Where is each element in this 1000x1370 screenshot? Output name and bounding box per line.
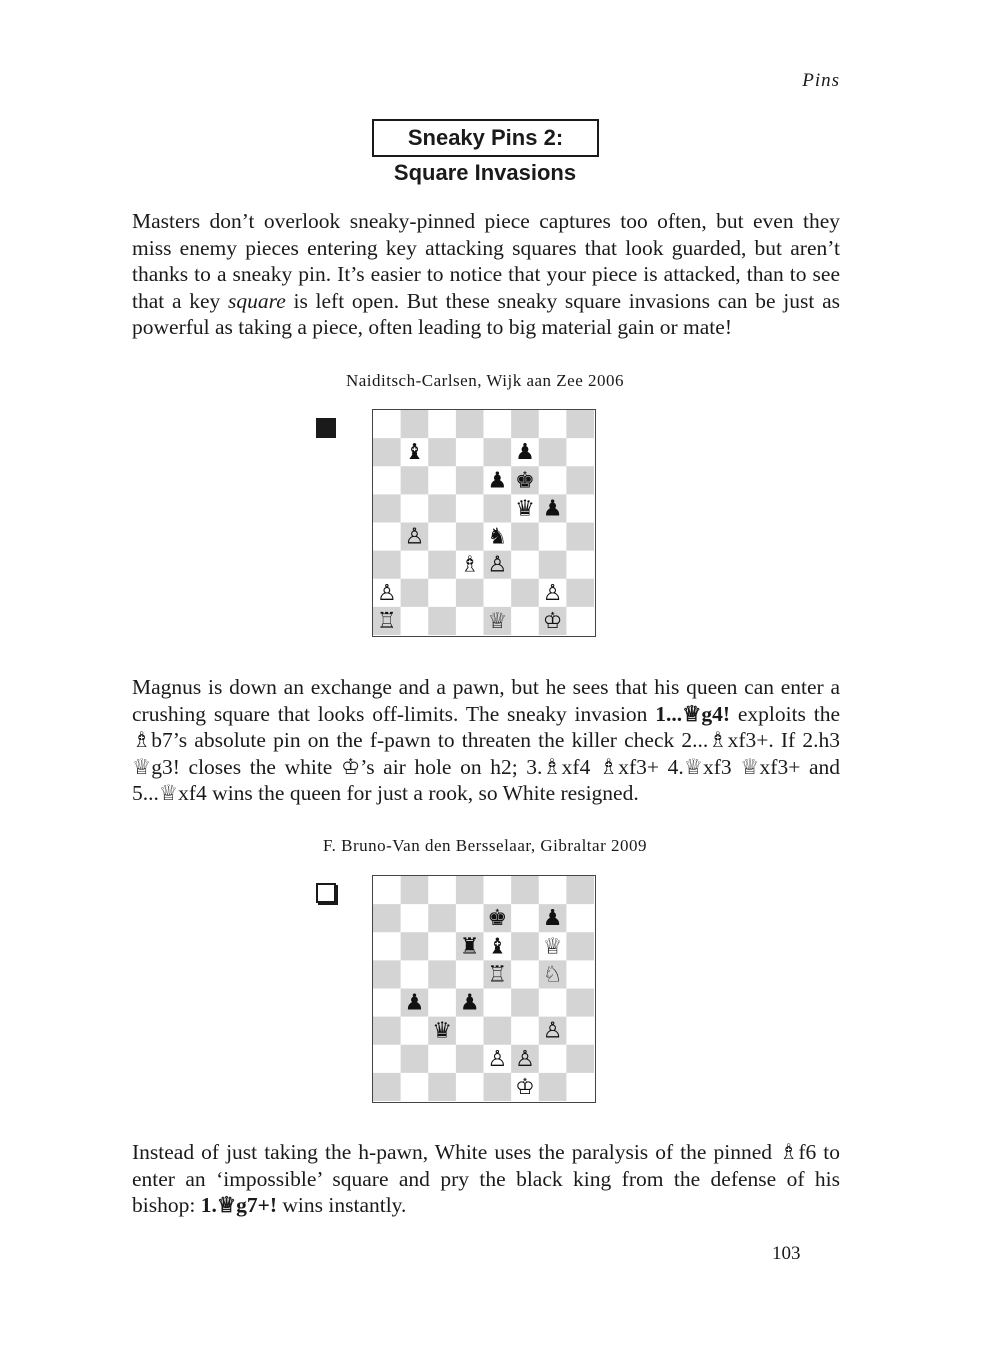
chess-piece-f6: ♚ (515, 468, 535, 494)
intro-emphasis: square (228, 288, 286, 313)
chess-piece-a2: ♙ (376, 580, 397, 606)
intro-paragraph (132, 208, 840, 341)
section-subtitle: Square Invasions (393, 160, 577, 185)
chess-piece-g1: ♔ (542, 608, 563, 634)
chess-piece-g2: ♙ (542, 580, 563, 606)
chess-piece-d4: ♟ (459, 990, 480, 1016)
chess-piece-f5: ♛ (515, 496, 535, 522)
chess-board-1 (372, 409, 596, 637)
analysis1-text-1: Magnus is down an exchange and a pawn, but he sees that his queen can enter a crushing square that looks off-limits. The sneaky invasion (132, 675, 840, 726)
chess-piece-f7: ♟ (515, 440, 535, 466)
section-title: Sneaky Pins 2: (407, 125, 564, 150)
analysis1-move: 1...♕g4! (655, 701, 731, 726)
chess-piece-e5: ♖ (487, 962, 508, 988)
intro-text-2: is left open. But these sneaky square invasions can be just as powerful as taking a piece, often leading to big material gain or mate! (132, 288, 840, 339)
chess-piece-d3: ♗ (459, 552, 480, 578)
analysis2-text-2: wins instantly. (277, 1193, 407, 1217)
chess-piece-e6: ♝ (487, 934, 508, 960)
chess-piece-g5: ♟ (542, 496, 563, 522)
diagram1-caption: Naiditsch-Carlsen, Wijk aan Zee 2006 (345, 371, 625, 390)
diagram2-caption: F. Bruno-Van den Bersselaar, Gibraltar 2009 (323, 836, 647, 855)
chess-piece-c3: ♛ (432, 1018, 452, 1044)
running-head: Pins (802, 70, 840, 91)
board1-svg (373, 410, 594, 635)
chess-piece-g5: ♘ (542, 962, 563, 988)
page-number: 103 (772, 1243, 801, 1264)
chess-piece-e3: ♙ (487, 552, 508, 578)
chess-piece-a1: ♖ (376, 608, 397, 634)
analysis-paragraph-2 (132, 1139, 840, 1219)
black-to-move-icon (316, 418, 336, 438)
chess-piece-g6: ♕ (542, 934, 563, 960)
chess-piece-f2: ♙ (515, 1046, 535, 1072)
chess-piece-d6: ♜ (459, 934, 480, 960)
intro-text-1: Masters don’t overlook sneaky-pinned piece captures too often, but even they miss enemy pieces entering key attacking squares that look guarded, but aren’t thanks to a sneaky pin. It’s easier to notice that your piece is attacked, than to see that a key (132, 209, 840, 313)
chess-piece-b7: ♝ (404, 440, 425, 466)
chess-piece-e1: ♕ (487, 608, 508, 634)
white-to-move-icon (316, 883, 336, 903)
chess-board-2 (372, 875, 596, 1103)
analysis-paragraph-1 (132, 674, 840, 807)
analysis2-move: 1.♕g7+! (200, 1193, 278, 1217)
analysis2-text-1: Instead of just taking the h-pawn, White uses the paralysis of the pinned ♗f6 to enter an ‘impossible’ square and pry the black king from the defense of his bishop: (132, 1140, 840, 1217)
chess-piece-b4: ♙ (404, 524, 425, 550)
chess-piece-e6: ♟ (487, 468, 508, 494)
chess-piece-f1: ♔ (515, 1074, 535, 1100)
section-title-box (372, 119, 599, 157)
board2-svg (373, 876, 594, 1101)
chess-piece-g3: ♙ (542, 1018, 563, 1044)
chess-piece-e2: ♙ (487, 1046, 508, 1072)
analysis1-text-2: exploits the ♗b7’s absolute pin on the f-pawn to threaten the killer check 2...♗xf3+. If 2.h3 ♕g3! closes the white ♔’s air hole on h2; 3.♗xf4 ♗xf3+ 4.♕xf3 ♕xf3+ and 5...♕xf4 wins the queen for just a rook, so White resigned. (132, 701, 840, 805)
chess-piece-b4: ♟ (404, 990, 425, 1016)
chess-piece-g7: ♟ (542, 906, 563, 932)
chess-piece-e7: ♚ (487, 906, 508, 932)
chess-piece-e4: ♞ (487, 524, 508, 550)
